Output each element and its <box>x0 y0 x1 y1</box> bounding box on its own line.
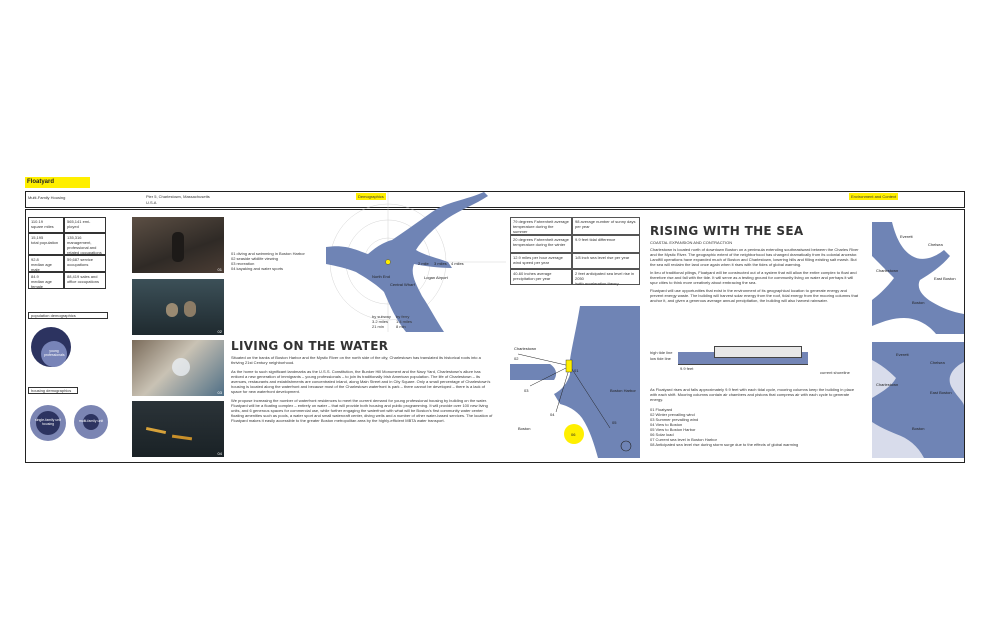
list-item: 03 Summer prevailing wind <box>650 417 699 422</box>
population-chart <box>31 327 71 367</box>
site-tag: 02 <box>514 356 519 361</box>
ring-label: 4 miles <box>451 261 464 266</box>
high-tide-label: high tide line <box>650 350 673 355</box>
river-water <box>510 364 556 380</box>
charlestown-label: Charlestown <box>876 382 899 387</box>
rising-legend <box>650 407 860 447</box>
central-wharf-label: Central Wharf <box>390 282 415 287</box>
harbor-label: Boston Harbor <box>610 388 636 393</box>
section-demographics: Demographics <box>358 194 384 199</box>
table-cell: 79 degrees Fahrenheit average temperature during the summer <box>510 217 572 235</box>
ring-label: 2 mile <box>418 261 429 266</box>
photo-tag: 03 <box>217 390 222 395</box>
east-boston-label: East Boston <box>930 390 952 395</box>
rising-text: Charlestown is located north of downtown Boston on a peninsula extending southeastward between the Charles River and the Mystic River. The geographic extent of the neighborhood has changed dramatically from its colonial ancestor. Landfill operations have expanded much of Boston and Charlestown, lowering hills and filling existing salt marsh. But the sea will reclaim the land once again when it rises with the tides of global warming. In lieu of traditional pilings, Floatyard will be constructed out of a system that will allow the entire complex to float and therefore rise and fall with the tide. It will serve as a testing ground for community living on water and perhaps it will spur cities to think more creatively about embracing the sea. Floatyard will use opportunities that exist in the environment of its geographical location to generate energy and prevent energy waste. The building will harvest solar energy from the roof, tidal energy from the mooring columns that anchor it, and given a generous average annual precipitation, the building will also harvest rainwater. <box>650 247 859 303</box>
photo-recreation <box>132 340 224 396</box>
multi-family-circle <box>74 405 108 439</box>
multi-family-label: multi-family unit <box>78 419 104 423</box>
young-professionals-circle <box>41 341 67 367</box>
list-item: 01 diving and swimming in Boston Harbor <box>231 251 305 256</box>
photo-tag: 02 <box>217 329 222 334</box>
photo-diving <box>132 217 224 273</box>
table-cell: 40-60 inches average precipitation per year <box>510 269 572 285</box>
stat-cell: 88,419 sales and office occupations <box>64 272 106 289</box>
charlestown-label: Charlestown <box>876 268 899 273</box>
list-item: 05 View to Boston Harbor <box>650 427 696 432</box>
table-cell: 9.9 feet tidal difference <box>572 235 640 253</box>
tide-range-label: 9.9 feet <box>680 366 694 371</box>
table-cell: 98 average number of sunny days per year <box>572 217 640 235</box>
rising-subtitle: COASTAL EXPANSION AND CONTRACTION <box>650 240 733 245</box>
site-tag: 03 <box>524 388 529 393</box>
rising-text-4: As Floatyard rises and falls approximately 9.9 feet with each tidal cycle, mooring columns keep the building in place with each shift. Mooring columns contain air chambers and pistons that compress air with each cycle to generate energy. <box>650 387 855 402</box>
list-item: 07 Current sea level in Boston Harbor <box>650 437 717 442</box>
project-title: Floatyard <box>25 177 90 188</box>
context-map-future <box>872 342 964 458</box>
boston-label: Boston <box>912 300 925 305</box>
ring-label: 3 miles <box>434 261 447 266</box>
population-label: population demographics <box>28 312 108 319</box>
presentation-board <box>25 209 965 463</box>
living-text: Situated on the banks of Boston Harbor and the Mystic River on the north side of the city, Charlestown has translated its historical roots into a thriving 21st Century neighborhood. As the home to such significant landmarks as the U.S.S. Constitution, the Bunker Hill Monument and the Navy Yard, Charlestown's allure has enticed a new generation of immigrants – young professionals – to join its traditionally Irish American population. The life of Charlestown – its avenues, restaurants and establishments are concentrated inland, along Main Street and in City Square. Only a small percentage of Charlestown's housing is located along the waterfront and because most of the Charlestown waterfront is park – there cannot be developed – there is a lack of space for new waterfront development. We propose increasing the number of waterfront residences to meet the current demand for young professional housing by building on the water. Floatyard will be a floating complex – entirely on water – that will provide both housing and public programming. It will provide over 100 new living units, and 6 generous spaces for commercial use, while further engaging the waterfront with what will be Boston's first community water center floating amenities such as pools, a water sport and small watercraft center, diving wells and a number of other water-based services. The location of Floatyard makes it easily accessible to the greater Boston metropolitan area by the highly-efficient MBTA water transport. <box>231 355 493 423</box>
stat-cell: 565,141 emi- ployed <box>64 217 106 233</box>
living-title: LIVING ON THE WATER <box>231 339 389 353</box>
stat-cell: 84.9 median age female <box>28 272 64 289</box>
list-item: 06 Solar load <box>650 432 674 437</box>
list-item: 02 seaside wildlife viewing <box>231 256 278 261</box>
address-line1: Pier 5, Charlestown, Massachusetts <box>146 194 210 199</box>
list-item: 03 recreation <box>231 261 255 266</box>
everett-label: Everett <box>900 234 913 239</box>
east-boston-label: East Boston <box>934 276 956 281</box>
photo-kayaking <box>132 401 224 457</box>
table-cell: 1/8 inch sea level rise per year <box>572 253 640 269</box>
chelsea-label: Chelsea <box>930 360 945 365</box>
context-map-current <box>872 222 964 334</box>
tide-section <box>650 346 860 380</box>
site-tag: 05 <box>612 420 617 425</box>
stat-cell: 59,687 service occupations <box>64 255 106 272</box>
logan-label: Logan Airport <box>424 275 448 280</box>
table-cell: 2 feet anticipated sea level rise in 2050 *with acceleration theory <box>572 269 640 285</box>
stat-cell: 92.8 median age male <box>28 255 64 272</box>
table-cell: 20 degrees Fahrenheit average temperature during the winter <box>510 235 572 253</box>
shoreline-label: current shoreline <box>820 370 850 375</box>
photo-wildlife <box>132 279 224 335</box>
list-item: 08 Anticipated sea level rise during storm surge due to the effects of global warming <box>650 442 799 447</box>
list-item: 04 View to Boston <box>650 422 683 427</box>
everett-label: Everett <box>896 352 909 357</box>
project-type: Multi-Family Housing <box>28 195 66 200</box>
section-environment: Environment and Context <box>851 194 897 199</box>
housing-label: housing demographics <box>28 387 78 394</box>
tide-baseline <box>678 364 808 365</box>
subway-info: by subway 3.2 miles 21 min <box>372 314 391 329</box>
north-end-label: North End <box>372 274 391 279</box>
photo-tag: 04 <box>217 451 222 456</box>
stat-cell: 15,195 total population <box>28 233 64 255</box>
site-tag: 04 <box>550 412 555 417</box>
site-tag: 01 <box>574 368 579 373</box>
activities-list <box>231 251 331 271</box>
site-tag: 06 <box>571 432 576 437</box>
boston-label: Boston <box>518 426 531 431</box>
site-marker <box>566 360 572 372</box>
young-professionals-label: young professionals <box>44 349 65 357</box>
table-cell: 12.9 miles per hour average wind speed per year <box>510 253 572 269</box>
single-family-circle <box>30 405 66 441</box>
floatyard-section <box>714 346 802 358</box>
stat-cell: 110.19 square miles <box>28 217 64 233</box>
photo-tag: 01 <box>217 267 222 272</box>
stat-cell: 135,316 management, professional and related occupations <box>64 233 106 255</box>
chelsea-label: Chelsea <box>928 242 943 247</box>
list-item: 02 Winter prevailing wind <box>650 412 695 417</box>
list-item: 01 Floatyard <box>650 407 673 412</box>
charlestown-label: Charlestown <box>514 346 537 351</box>
single-family-label: single-family unit housing <box>34 418 62 426</box>
list-item: 04 kayaking and water sports <box>231 266 284 271</box>
site-marker <box>386 260 391 265</box>
rising-title: RISING WITH THE SEA <box>650 224 804 238</box>
boston-map-rings <box>326 192 506 332</box>
ferry-info: by ferry 1.4 miles 8 min <box>396 314 413 329</box>
address-line2: U.S.A <box>146 200 157 205</box>
site-context-map <box>510 306 640 458</box>
boston-label: Boston <box>912 426 925 431</box>
low-tide-label: low tide line <box>650 356 671 361</box>
